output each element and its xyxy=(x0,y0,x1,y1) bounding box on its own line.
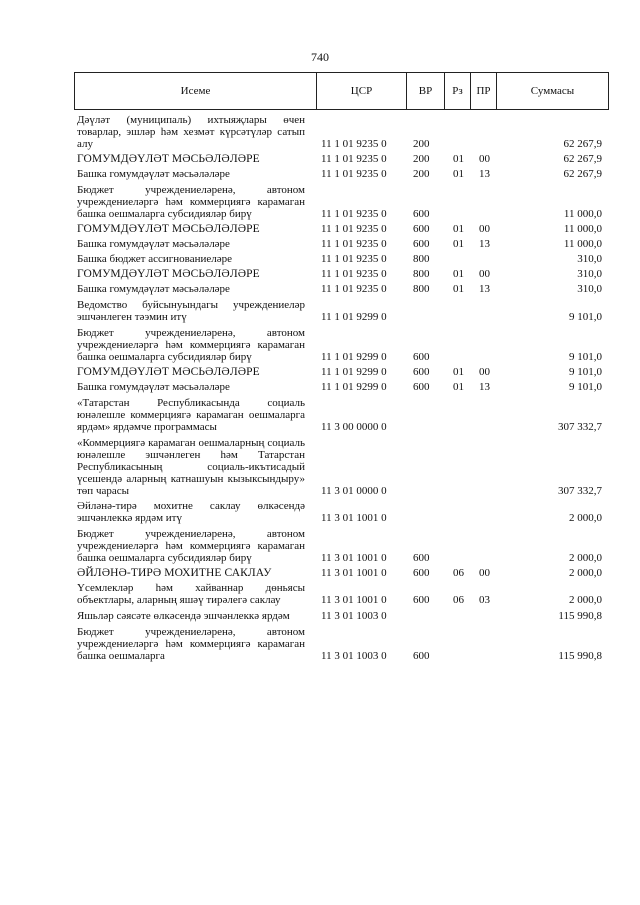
row-vr: 600 xyxy=(413,552,430,564)
row-vr: 600 xyxy=(413,366,430,378)
row-name: «Татарстан Республикасында социаль юнәлешле коммерциягә карамаган оешмаларга ярдәм» ярдәмче программасы xyxy=(77,397,305,433)
row-rz: 06 xyxy=(453,594,464,606)
row-vr: 600 xyxy=(413,594,430,606)
row-csr: 11 3 01 1001 0 xyxy=(321,594,387,606)
row-sum: 9 101,0 xyxy=(569,311,602,323)
row-name: ГОМУМДӘҮЛӘТ МӘСЬӘЛӘЛӘРЕ xyxy=(77,223,260,235)
row-sum: 11 000,0 xyxy=(563,223,602,235)
row-sum: 2 000,0 xyxy=(569,567,602,579)
table-row xyxy=(77,299,602,323)
row-sum: 2 000,0 xyxy=(569,594,602,606)
table-row xyxy=(77,500,602,524)
table-row xyxy=(77,327,602,363)
row-sum: 9 101,0 xyxy=(569,381,602,393)
row-csr: 11 3 01 1001 0 xyxy=(321,567,387,579)
row-name: Бюджет учреждениеләренә, автоном учреждениеләргә һәм коммерциягә карамаган башка оешмаларга субсидияләр бирү xyxy=(77,184,305,220)
table-row xyxy=(77,366,602,378)
row-pr: 00 xyxy=(479,153,490,165)
row-csr: 11 3 01 1003 0 xyxy=(321,650,387,662)
row-sum: 9 101,0 xyxy=(569,366,602,378)
row-name: Бюджет учреждениеләренә, автоном учреждениеләргә һәм коммерциягә карамаган башка оешмаларга субсидияләр бирү xyxy=(77,327,305,363)
page-number: 740 xyxy=(311,50,329,64)
row-vr: 600 xyxy=(413,381,430,393)
table-row xyxy=(77,238,602,250)
row-vr: 200 xyxy=(413,168,430,180)
row-pr: 00 xyxy=(479,567,490,579)
row-csr: 11 1 01 9235 0 xyxy=(321,238,387,250)
row-sum: 310,0 xyxy=(577,283,602,295)
table-row xyxy=(77,397,602,433)
row-name: «Коммерциягә карамаган оешмаларның социаль юнәлешле эшчәнлеген һәм Татарстан Республикасының социаль-икътисадый үсешендә аларның катнашуын кызыксындыру» төп чарасы xyxy=(77,437,305,497)
row-rz: 01 xyxy=(453,168,464,180)
table-row xyxy=(77,114,602,150)
row-vr: 800 xyxy=(413,253,430,265)
header-rz: Рз xyxy=(445,73,471,109)
row-vr: 200 xyxy=(413,138,430,150)
row-name: Ведомство буйсынуындагы учреждениеләр эшчәнлеген тәэмин итү xyxy=(77,299,305,323)
table-row xyxy=(77,610,602,622)
table-row xyxy=(77,283,602,295)
row-csr: 11 1 01 9235 0 xyxy=(321,138,387,150)
row-rz: 01 xyxy=(453,283,464,295)
row-pr: 13 xyxy=(479,168,490,180)
row-csr: 11 3 00 0000 0 xyxy=(321,421,387,433)
table-row xyxy=(77,626,602,662)
header-name: Исеме xyxy=(75,73,317,109)
row-pr: 13 xyxy=(479,381,490,393)
row-name: Башка гомумдәүләт мәсьәләләре xyxy=(77,381,230,393)
row-name: Башка бюджет ассигнованиеләре xyxy=(77,253,232,265)
row-csr: 11 1 01 9235 0 xyxy=(321,208,387,220)
row-sum: 307 332,7 xyxy=(558,485,602,497)
row-rz: 01 xyxy=(453,366,464,378)
row-csr: 11 3 01 0000 0 xyxy=(321,485,387,497)
row-name: Бюджет учреждениеләренә, автоном учреждениеләргә һәм коммерциягә карамаган башка оешмаларга xyxy=(77,626,305,662)
row-rz: 06 xyxy=(453,567,464,579)
row-pr: 13 xyxy=(479,238,490,250)
row-name: ГОМУМДӘҮЛӘТ МӘСЬӘЛӘЛӘРЕ xyxy=(77,366,260,378)
row-sum: 9 101,0 xyxy=(569,351,602,363)
row-csr: 11 1 01 9299 0 xyxy=(321,311,387,323)
row-rz: 01 xyxy=(453,381,464,393)
row-csr: 11 1 01 9235 0 xyxy=(321,168,387,180)
row-name: Башка гомумдәүләт мәсьәләләре xyxy=(77,283,230,295)
row-pr: 00 xyxy=(479,268,490,280)
row-sum: 310,0 xyxy=(577,268,602,280)
row-name: Үсемлекләр һәм хайваннар дөньясы объектлары, аларның яшәү тирәлегә саклау xyxy=(77,582,305,606)
table-row xyxy=(77,168,602,180)
row-name: Башка гомумдәүләт мәсьәләләре xyxy=(77,238,230,250)
row-vr: 200 xyxy=(413,153,430,165)
row-csr: 11 1 01 9235 0 xyxy=(321,253,387,265)
row-csr: 11 3 01 1001 0 xyxy=(321,552,387,564)
table-header xyxy=(74,72,609,110)
row-rz: 01 xyxy=(453,268,464,280)
row-rz: 01 xyxy=(453,223,464,235)
row-pr: 00 xyxy=(479,223,490,235)
row-rz: 01 xyxy=(453,238,464,250)
header-sum: Суммасы xyxy=(530,85,575,97)
row-csr: 11 1 01 9299 0 xyxy=(321,366,387,378)
row-name: Бюджет учреждениеләренә, автоном учреждениеләргә һәм коммерциягә карамаган башка оешмаларга субсидияләр бирү xyxy=(77,528,305,564)
row-pr: 13 xyxy=(479,283,490,295)
table-row xyxy=(77,223,602,235)
row-csr: 11 1 01 9235 0 xyxy=(321,268,387,280)
row-vr: 800 xyxy=(413,268,430,280)
row-sum: 310,0 xyxy=(577,253,602,265)
row-name: Әйләнә-тирә мохитне саклау өлкәсендә эшчәнлеккә ярдәм итү xyxy=(77,500,305,524)
row-csr: 11 3 01 1003 0 xyxy=(321,610,387,622)
table-row xyxy=(77,253,602,265)
row-sum: 62 267,9 xyxy=(563,138,602,150)
row-vr: 600 xyxy=(413,351,430,363)
row-pr: 00 xyxy=(479,366,490,378)
row-csr: 11 1 01 9299 0 xyxy=(321,381,387,393)
header-pr: ПР xyxy=(471,73,497,109)
row-sum: 62 267,9 xyxy=(563,153,602,165)
row-csr: 11 1 01 9235 0 xyxy=(321,283,387,295)
row-rz: 01 xyxy=(453,153,464,165)
row-csr: 11 1 01 9235 0 xyxy=(321,153,387,165)
row-sum: 2 000,0 xyxy=(569,512,602,524)
table-row xyxy=(77,153,602,165)
row-vr: 600 xyxy=(413,238,430,250)
row-vr: 600 xyxy=(413,567,430,579)
row-name: ГОМУМДӘҮЛӘТ МӘСЬӘЛӘЛӘРЕ xyxy=(77,153,260,165)
row-name: ӘЙЛӘНӘ-ТИРӘ МОХИТНЕ САКЛАУ xyxy=(77,567,272,579)
row-name: Дәүләт (муниципаль) ихтыяҗлары өчен товарлар, эшләр һәм хезмәт күрсәтүләр сатып алу xyxy=(77,114,305,150)
row-name: Башка гомумдәүләт мәсьәләләре xyxy=(77,168,230,180)
table-row xyxy=(77,437,602,497)
row-sum: 62 267,9 xyxy=(563,168,602,180)
header-vr: ВР xyxy=(407,73,445,109)
row-csr: 11 1 01 9299 0 xyxy=(321,351,387,363)
row-sum: 307 332,7 xyxy=(558,421,602,433)
table-row xyxy=(77,567,602,579)
table-row xyxy=(77,381,602,393)
table-row xyxy=(77,184,602,220)
header-csr: ЦСР xyxy=(317,73,407,109)
row-name: ГОМУМДӘҮЛӘТ МӘСЬӘЛӘЛӘРЕ xyxy=(77,268,260,280)
table-row xyxy=(77,582,602,606)
row-sum: 115 990,8 xyxy=(558,610,602,622)
row-vr: 600 xyxy=(413,223,430,235)
row-name: Яшьләр сәясәте өлкәсендә эшчәнлеккә ярдәм xyxy=(77,610,290,622)
row-sum: 11 000,0 xyxy=(563,208,602,220)
row-vr: 800 xyxy=(413,283,430,295)
row-vr: 600 xyxy=(413,650,430,662)
table-body xyxy=(77,111,602,662)
table-row xyxy=(77,268,602,280)
row-csr: 11 3 01 1001 0 xyxy=(321,512,387,524)
row-csr: 11 1 01 9235 0 xyxy=(321,223,387,235)
row-sum: 11 000,0 xyxy=(563,238,602,250)
row-vr: 600 xyxy=(413,208,430,220)
row-pr: 03 xyxy=(479,594,490,606)
table-row xyxy=(77,528,602,564)
row-sum: 2 000,0 xyxy=(569,552,602,564)
row-sum: 115 990,8 xyxy=(558,650,602,662)
